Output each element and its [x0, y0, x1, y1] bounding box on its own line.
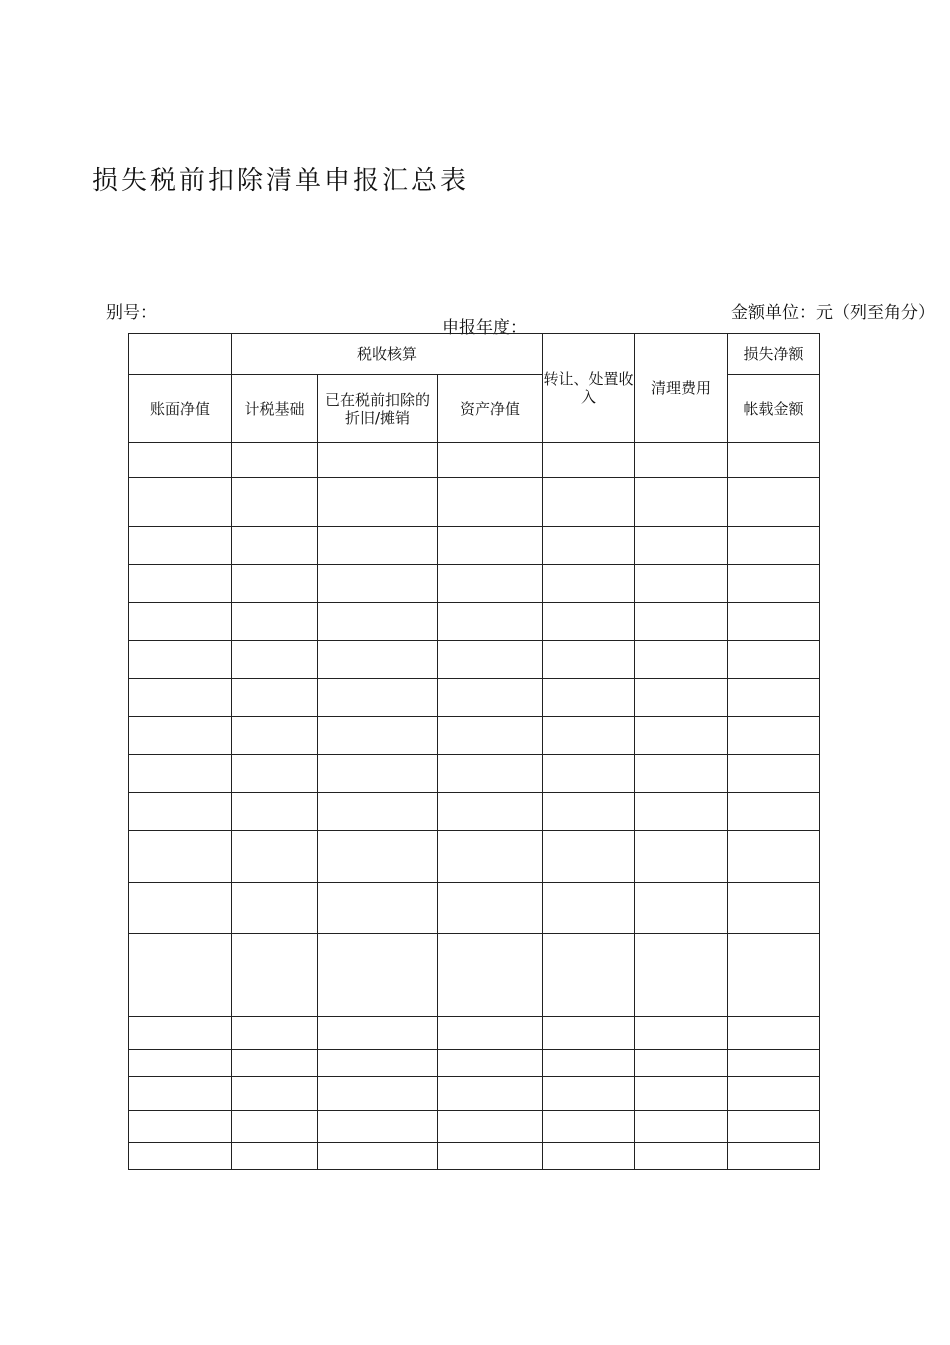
header-row-1	[129, 334, 820, 375]
table-row	[129, 565, 820, 603]
table-cell[interactable]	[635, 1050, 728, 1077]
asset-net-value-header: 资产净值	[438, 375, 543, 443]
table-cell[interactable]	[438, 527, 543, 565]
table-cell[interactable]	[438, 717, 543, 755]
table-cell[interactable]	[728, 641, 820, 679]
table-cell[interactable]	[232, 641, 318, 679]
table-row	[129, 603, 820, 641]
table-cell[interactable]	[543, 717, 635, 755]
table-cell[interactable]	[318, 1050, 438, 1077]
table-row	[129, 934, 820, 1017]
summary-table	[128, 333, 820, 1170]
table-cell[interactable]	[129, 679, 232, 717]
table-cell[interactable]	[318, 934, 438, 1017]
table-cell[interactable]	[232, 793, 318, 831]
table-cell[interactable]	[438, 443, 543, 478]
table-cell[interactable]	[635, 755, 728, 793]
table-cell[interactable]	[438, 755, 543, 793]
table-cell[interactable]	[728, 1143, 820, 1170]
table-cell[interactable]	[635, 934, 728, 1017]
table-cell[interactable]	[728, 1017, 820, 1050]
table-cell[interactable]	[232, 565, 318, 603]
table-row	[129, 717, 820, 755]
table-cell[interactable]	[438, 641, 543, 679]
cleanup-cost-header: 清理费用	[635, 334, 728, 443]
table-cell[interactable]	[635, 831, 728, 883]
table-cell[interactable]	[728, 1077, 820, 1111]
table-cell[interactable]	[318, 603, 438, 641]
table-row	[129, 1017, 820, 1050]
book-net-value-header: 账面净值	[129, 375, 232, 443]
table-cell[interactable]	[318, 1143, 438, 1170]
table-cell[interactable]	[438, 1050, 543, 1077]
table-cell[interactable]	[129, 755, 232, 793]
table-cell[interactable]	[232, 1111, 318, 1143]
table-cell[interactable]	[318, 641, 438, 679]
table-cell[interactable]	[728, 603, 820, 641]
table-cell[interactable]	[635, 883, 728, 934]
table-cell[interactable]	[129, 478, 232, 527]
table-cell[interactable]	[129, 1050, 232, 1077]
table-cell[interactable]	[635, 443, 728, 478]
table-cell[interactable]	[232, 1017, 318, 1050]
table-cell[interactable]	[438, 1143, 543, 1170]
table-cell[interactable]	[635, 1143, 728, 1170]
table-cell[interactable]	[318, 1111, 438, 1143]
table-cell[interactable]	[232, 831, 318, 883]
table-cell[interactable]	[129, 641, 232, 679]
table-cell[interactable]	[543, 478, 635, 527]
book-amount-header: 帐载金额	[728, 375, 820, 443]
header-blank-cell	[129, 334, 232, 375]
table-cell[interactable]	[438, 1111, 543, 1143]
table-row	[129, 527, 820, 565]
table-cell[interactable]	[728, 755, 820, 793]
table-cell[interactable]	[318, 679, 438, 717]
table-cell[interactable]	[728, 527, 820, 565]
table-cell[interactable]	[438, 679, 543, 717]
table-cell[interactable]	[543, 1143, 635, 1170]
table-cell[interactable]	[543, 1050, 635, 1077]
table-cell[interactable]	[232, 679, 318, 717]
table-cell[interactable]	[635, 478, 728, 527]
table-cell[interactable]	[635, 1111, 728, 1143]
net-loss-header: 损失净额	[728, 334, 820, 375]
table-row	[129, 1143, 820, 1170]
table-cell[interactable]	[232, 1050, 318, 1077]
table-cell[interactable]	[232, 934, 318, 1017]
table-cell[interactable]	[232, 755, 318, 793]
table-cell[interactable]	[318, 883, 438, 934]
table-cell[interactable]	[438, 793, 543, 831]
table-cell[interactable]	[318, 1017, 438, 1050]
table-cell[interactable]	[129, 1077, 232, 1111]
table-cell[interactable]	[635, 565, 728, 603]
tax-accounting-header: 税收核算	[232, 334, 543, 375]
table-cell[interactable]	[635, 641, 728, 679]
table-cell[interactable]	[635, 717, 728, 755]
table-cell[interactable]	[438, 934, 543, 1017]
table-row	[129, 443, 820, 478]
report-year-label: 申报年度：	[442, 318, 527, 338]
table-cell[interactable]	[438, 478, 543, 527]
table-cell[interactable]	[543, 934, 635, 1017]
table-cell[interactable]	[129, 603, 232, 641]
table-cell[interactable]	[543, 679, 635, 717]
table-cell[interactable]	[543, 755, 635, 793]
table-cell[interactable]	[635, 1077, 728, 1111]
tax-basis-header: 计税基础	[232, 375, 318, 443]
transfer-income-header: 转让、处置收入	[543, 334, 635, 443]
amount-unit-label: 金额单位：元（列至角分）	[731, 303, 935, 323]
table-cell[interactable]	[232, 717, 318, 755]
table-cell[interactable]	[438, 883, 543, 934]
table-cell[interactable]	[129, 1143, 232, 1170]
table-cell[interactable]	[635, 793, 728, 831]
table-cell[interactable]	[438, 1017, 543, 1050]
table-cell[interactable]	[728, 1111, 820, 1143]
table-cell[interactable]	[728, 934, 820, 1017]
table-row	[129, 793, 820, 831]
table-cell[interactable]	[728, 883, 820, 934]
page-title: 损失税前扣除清单申报汇总表	[92, 166, 470, 196]
table-cell[interactable]	[129, 443, 232, 478]
table-row	[129, 679, 820, 717]
table-cell[interactable]	[129, 1017, 232, 1050]
table-cell[interactable]	[728, 831, 820, 883]
table-cell[interactable]	[728, 1050, 820, 1077]
deducted-depreciation-header: 已在税前扣除的折旧/摊销	[318, 375, 438, 443]
table-cell[interactable]	[129, 934, 232, 1017]
table-cell[interactable]	[318, 793, 438, 831]
table-row	[129, 1111, 820, 1143]
meta-left-label: 别号：	[106, 303, 157, 323]
table-cell[interactable]	[232, 1077, 318, 1111]
table-row	[129, 478, 820, 527]
table-cell[interactable]	[543, 641, 635, 679]
table-cell[interactable]	[318, 755, 438, 793]
table-cell[interactable]	[318, 443, 438, 478]
table-row	[129, 755, 820, 793]
table-cell[interactable]	[318, 1077, 438, 1111]
table-cell[interactable]	[318, 527, 438, 565]
table-cell[interactable]	[129, 565, 232, 603]
table-row	[129, 641, 820, 679]
table-cell[interactable]	[543, 603, 635, 641]
table-cell[interactable]	[129, 1111, 232, 1143]
table-cell[interactable]	[129, 831, 232, 883]
table-cell[interactable]	[129, 717, 232, 755]
table-cell[interactable]	[129, 883, 232, 934]
table-cell[interactable]	[543, 1077, 635, 1111]
table-cell[interactable]	[232, 478, 318, 527]
table-cell[interactable]	[543, 793, 635, 831]
table-cell[interactable]	[635, 1017, 728, 1050]
table-cell[interactable]	[129, 527, 232, 565]
table-cell[interactable]	[635, 679, 728, 717]
table-cell[interactable]	[232, 603, 318, 641]
table-cell[interactable]	[438, 603, 543, 641]
table-cell[interactable]	[318, 717, 438, 755]
table-cell[interactable]	[543, 883, 635, 934]
table-cell[interactable]	[129, 793, 232, 831]
table-cell[interactable]	[318, 831, 438, 883]
table-cell[interactable]	[728, 565, 820, 603]
table-cell[interactable]	[232, 883, 318, 934]
table-cell[interactable]	[438, 1077, 543, 1111]
table-cell[interactable]	[232, 1143, 318, 1170]
table-cell[interactable]	[438, 831, 543, 883]
table-cell[interactable]	[543, 831, 635, 883]
table-row	[129, 831, 820, 883]
table-row	[129, 883, 820, 934]
table-cell[interactable]	[543, 527, 635, 565]
table-cell[interactable]	[728, 443, 820, 478]
table-cell[interactable]	[635, 527, 728, 565]
table-cell[interactable]	[543, 565, 635, 603]
table-cell[interactable]	[318, 565, 438, 603]
table-cell[interactable]	[232, 527, 318, 565]
table-row	[129, 1050, 820, 1077]
table-cell[interactable]	[232, 443, 318, 478]
table-cell[interactable]	[728, 478, 820, 527]
table-cell[interactable]	[543, 1111, 635, 1143]
table-cell[interactable]	[438, 565, 543, 603]
table-cell[interactable]	[318, 478, 438, 527]
table-cell[interactable]	[728, 717, 820, 755]
table-cell[interactable]	[728, 793, 820, 831]
table-cell[interactable]	[543, 1017, 635, 1050]
table-row	[129, 1077, 820, 1111]
table-cell[interactable]	[728, 679, 820, 717]
table-cell[interactable]	[543, 443, 635, 478]
table-cell[interactable]	[635, 603, 728, 641]
